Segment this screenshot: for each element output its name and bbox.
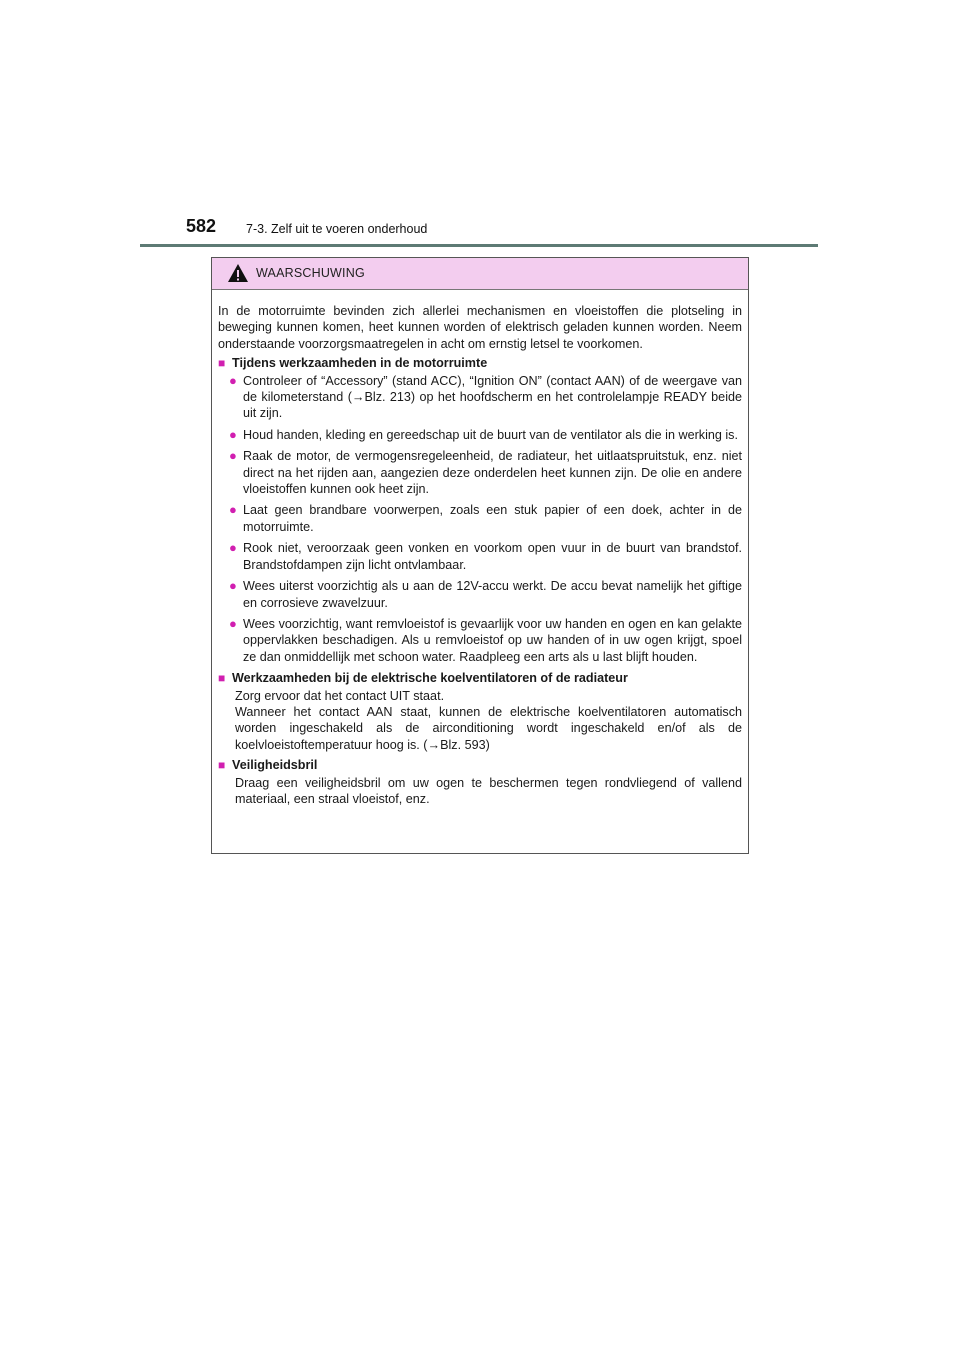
page-number: 582	[186, 216, 217, 236]
section-title: 7-3. Zelf uit te voeren onderhoud	[246, 222, 428, 236]
warning-box	[211, 257, 749, 854]
list-item-text: Wees voorzichtig, want remvloeistof is gevaarlijk voor uw handen en ogen en kan gelakte oppervlakken beschadigen. Als u remvloeistof op uw handen of in uw ogen krijgt, spoel ze dan onmiddellijk met schoon water. Raadpleeg een arts als u last blijft houden.	[243, 616, 742, 664]
section-heading-text: Veiligheidsbril	[232, 758, 318, 773]
cooling-fans-instruction: Zorg ervoor dat het contact UIT staat.	[235, 688, 445, 703]
list-item-text: Laat geen brandbare voorwerpen, zoals een stuk papier of een doek, achter in de motorruimte.	[243, 503, 742, 534]
header-divider	[140, 244, 818, 247]
circle-bullet-icon: ●	[229, 448, 237, 464]
safety-glasses-text: Draag een veiligheidsbril om uw ogen te beschermen tegen rondvliegend of vallend materiaal, een straal vloeistof, enz.	[235, 775, 742, 806]
list-item-text: Controleer of “Accessory” (stand ACC), “Ignition ON” (contact AAN) of de weergave van de kilometerstand (→Blz. 213) op het hoofdscherm en het controlelampje READY beide uit zijn.	[243, 373, 742, 421]
list-item	[229, 427, 742, 443]
list-item	[229, 502, 742, 535]
circle-bullet-icon: ●	[229, 426, 237, 442]
list-item	[229, 448, 742, 497]
engine-precautions-list	[218, 373, 742, 666]
circle-bullet-icon: ●	[229, 578, 237, 594]
list-item	[229, 616, 742, 665]
circle-bullet-icon: ●	[229, 615, 237, 631]
list-item-text: Rook niet, veroorzaak geen vonken en voorkom open vuur in de buurt van brandstof. Brandstofdampen zijn licht ontvlambaar.	[243, 541, 742, 572]
section-heading-text: Werkzaamheden bij de elektrische koelventilatoren of de radiateur	[232, 671, 628, 686]
list-item	[229, 578, 742, 611]
section-heading-engine-compartment	[218, 355, 742, 371]
circle-bullet-icon: ●	[229, 540, 237, 556]
square-bullet-icon: ■	[218, 758, 226, 773]
circle-bullet-icon: ●	[229, 502, 237, 518]
square-bullet-icon: ■	[218, 356, 226, 371]
square-bullet-icon: ■	[218, 671, 226, 686]
circle-bullet-icon: ●	[229, 372, 237, 388]
warning-header	[212, 258, 748, 290]
section-heading-text: Tijdens werkzaamheden in de motorruimte	[232, 356, 488, 371]
warning-title: WAARSCHUWING	[256, 266, 365, 280]
list-item-text: Wees uiterst voorzichtig als u aan de 12V-accu werkt. De accu bevat namelijk het giftige en corrosieve zwavelzuur.	[243, 579, 742, 610]
list-item	[229, 540, 742, 573]
warning-intro: In de motorruimte bevinden zich allerlei mechanismen en vloeistoffen die plotseling in beweging kunnen komen, heet kunnen worden of elektrisch geladen kunnen worden. Neem onderstaande voorzorgsmaatregelen in acht om ernstig letsel te voorkomen.	[218, 304, 742, 351]
section-heading-safety-glasses	[218, 757, 742, 773]
list-item	[229, 373, 742, 422]
section-heading-cooling-fans	[218, 670, 742, 686]
list-item-text: Raak de motor, de vermogensregeleenheid, de radiateur, het uitlaatspruitstuk, enz. niet direct na het rijden aan, aangezien deze onderdelen heet kunnen zijn. De olie en andere vloeistoffen kunnen ook heet zijn.	[243, 449, 742, 497]
cooling-fans-explanation: Wanneer het contact AAN staat, kunnen de elektrische koelventilatoren automatisch worden ingeschakeld als de airconditioning wordt ingeschakeld en/of als de koelvloeistoftemperatuur hoog is. (→Blz. 593)	[235, 704, 742, 752]
warning-body	[212, 290, 748, 807]
warning-triangle-icon	[227, 263, 249, 283]
list-item-text: Houd handen, kleding en gereedschap uit de buurt van de ventilator als die in werking is.	[243, 427, 738, 442]
